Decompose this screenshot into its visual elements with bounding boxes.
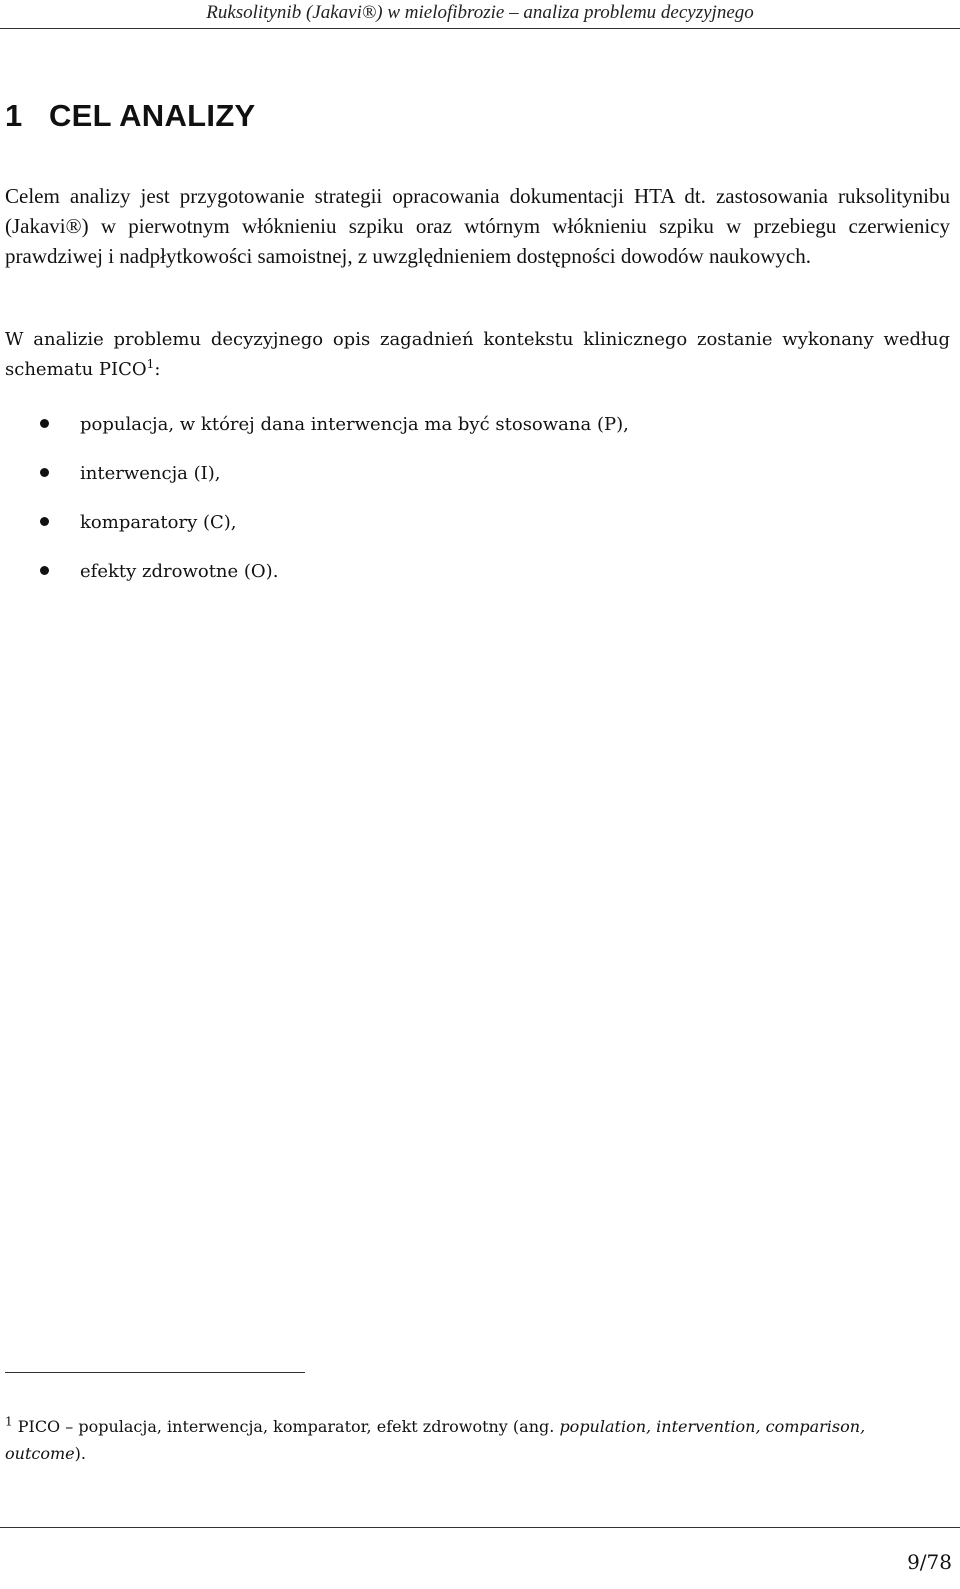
footnote-end: ). xyxy=(74,1444,86,1463)
pico-list xyxy=(0,400,950,596)
bullet-icon xyxy=(40,517,49,526)
header-title: Ruksolitynib (Jakavi®) w mielofibrozie – analiza problemu decyzyjnego xyxy=(206,2,754,23)
page-header xyxy=(0,0,960,27)
section-heading xyxy=(5,98,256,134)
list-item-text: populacja, w której dana interwencja ma być stosowana (P), xyxy=(80,414,629,435)
footnote-italic: population, intervention, comparison, outcome xyxy=(5,1417,866,1463)
paragraph-pico-end: : xyxy=(154,359,161,380)
list-item xyxy=(0,498,950,547)
paragraph-goal: Celem analizy jest przygotowanie strategii opracowania dokumentacji HTA dt. zastosowania ruksolitynibu (Jakavi®) w pierwotnym włóknieniu szpiku oraz wtórnym włóknieniu szpiku w przebiegu czerwienicy prawdziwej i nadpłytkowości samoistnej, z uwzględnieniem dostępności dowodów naukowych. xyxy=(5,184,950,268)
section-number: 1 xyxy=(5,98,23,133)
footer-divider xyxy=(0,1527,960,1528)
paragraph-pico xyxy=(5,325,950,385)
list-item-text: komparatory (C), xyxy=(80,512,237,533)
footnote-divider xyxy=(5,1372,305,1373)
footnote-marker: 1 xyxy=(5,1414,13,1429)
section-title: CEL ANALIZY xyxy=(49,98,256,133)
footnote-reference[interactable]: 1 xyxy=(146,357,155,371)
list-item xyxy=(0,449,950,498)
page-number: 9/78 xyxy=(907,1550,952,1574)
footnote xyxy=(5,1413,950,1467)
paragraph-pico-text: W analizie problemu decyzyjnego opis zagadnień kontekstu klinicznego zostanie wykonany według schematu PICO xyxy=(5,329,950,380)
list-item xyxy=(0,547,950,596)
list-item xyxy=(0,400,950,449)
list-item-text: interwencja (I), xyxy=(80,463,221,484)
header-divider xyxy=(0,28,960,29)
footnote-text: PICO – populacja, interwencja, komparator, efekt zdrowotny (ang. xyxy=(12,1417,560,1436)
bullet-icon xyxy=(40,419,49,428)
bullet-icon xyxy=(40,566,49,575)
list-item-text: efekty zdrowotne (O). xyxy=(80,561,279,582)
bullet-icon xyxy=(40,468,49,477)
